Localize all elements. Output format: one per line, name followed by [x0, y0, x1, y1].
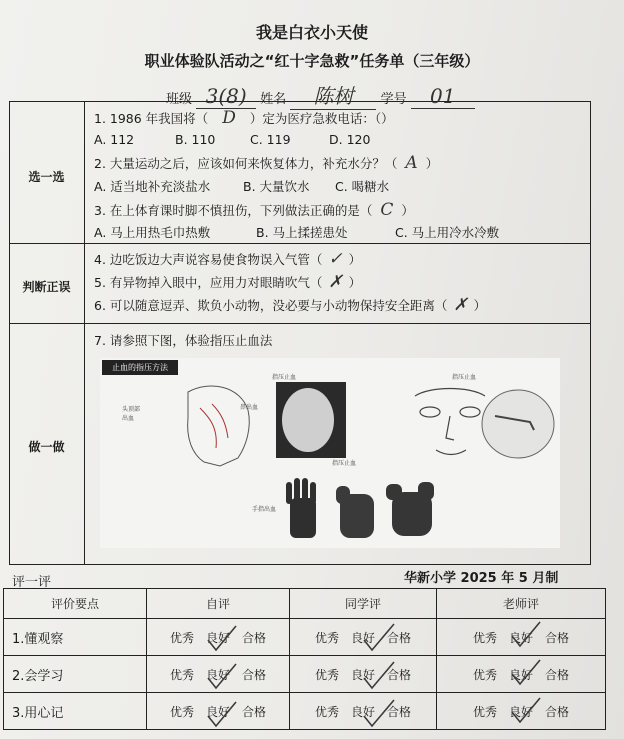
pressure-figure — [100, 358, 560, 548]
worksheet-title: 我是白衣小天使 — [255, 23, 368, 42]
number-value: 01 — [411, 84, 475, 109]
eval-header-item: 评价要点 — [4, 589, 147, 619]
name-value: 陈树 — [290, 80, 376, 110]
eval-header-teacher: 老师评 — [437, 589, 606, 619]
evaluate-heading: 评一评 — [12, 575, 52, 590]
hand-illustration — [286, 478, 316, 538]
question-4: 4. 边吃饭边大声说容易使食物误入气管（ ✓ ） — [94, 249, 362, 269]
face-front-illustration — [415, 389, 485, 455]
peer-grades: 优秀 良好 合格 — [290, 619, 437, 656]
eval-header-self: 自评 — [147, 589, 290, 619]
question-1: 1. 1986 年我国将（ D ）定为医疗急救电话：（） — [94, 108, 394, 128]
q1-option-d: D. 120 — [329, 132, 371, 147]
hand-illustration — [386, 482, 434, 536]
q3-option-b: B. 马上揉搓患处 — [256, 225, 348, 240]
answer-6: ✗ — [453, 295, 468, 315]
hand-illustration — [336, 486, 374, 538]
peer-grades: 优秀 良好 合格 — [290, 656, 437, 693]
row-divider — [9, 323, 591, 324]
question-5: 5. 有异物掉入眼中，应用力对眼睛吹气（ ✗ ） — [94, 272, 362, 292]
question-7: 7. 请参照下图，体验指压止血法 — [94, 333, 273, 348]
question-2: 2. 大量运动之后，应该如何来恢复体力，补充水分？（ A ） — [94, 153, 439, 173]
head-side-illustration — [188, 386, 250, 466]
q3-option-a: A. 马上用热毛巾热敷 — [94, 225, 211, 240]
figure-illustrations — [100, 358, 560, 548]
answer-3: C — [380, 200, 394, 220]
eval-header-peer: 同学评 — [290, 589, 437, 619]
teacher-grades: 优秀 良好 合格 — [437, 619, 606, 656]
press-label: 指压止血 — [452, 374, 477, 381]
answer-1: D — [222, 108, 236, 128]
section-do: 做一做 — [28, 440, 65, 454]
question-6: 6. 可以随意逗弄、欺负小动物，没必要与小动物保持安全距离（ ✗ ） — [94, 295, 487, 315]
peer-grades: 优秀 良好 合格 — [290, 693, 437, 730]
q2-option-b: B. 大量饮水 — [243, 179, 310, 194]
self-grades: 优秀 良好 合格 — [147, 619, 290, 656]
label-nose-bleeding: 鼻出血 — [240, 404, 259, 411]
q2-option-c: C. 喝糖水 — [335, 179, 390, 194]
press-label: 指压止血 — [272, 374, 297, 381]
number-label: 学号 — [380, 92, 407, 107]
table-divider — [84, 101, 85, 565]
answer-2: A — [405, 153, 418, 173]
self-grades: 优秀 良好 合格 — [147, 693, 290, 730]
eval-item: 1.懂观察 — [4, 619, 147, 656]
figure-banner: 止血的指压方法 — [102, 360, 178, 375]
eval-item: 3.用心记 — [4, 693, 147, 730]
press-label: 指压止血 — [332, 460, 357, 467]
teacher-grades: 优秀 良好 合格 — [437, 656, 606, 693]
press-nose-illustration — [482, 390, 554, 458]
name-label: 姓名 — [260, 92, 287, 107]
eval-item: 2.会学习 — [4, 656, 147, 693]
self-grades: 优秀 良好 合格 — [147, 656, 290, 693]
answer-5: ✗ — [328, 272, 343, 292]
label-finger-bleeding: 手指出血 — [252, 506, 277, 513]
label-head-bleeding: 头顶部出血 — [122, 406, 141, 422]
question-3: 3. 在上体育课时脚不慎扭伤，下列做法正确的是（ C ） — [94, 200, 414, 220]
answer-4: ✓ — [328, 249, 343, 269]
school-date: 华新小学 2025 年 5 月制 — [404, 571, 559, 586]
section-choose: 选一选 — [28, 170, 65, 184]
evaluation-table — [3, 588, 606, 730]
q1-option-b: B. 110 — [175, 132, 216, 147]
teacher-grades: 优秀 良好 合格 — [437, 693, 606, 730]
class-value: 3(8) — [196, 84, 256, 109]
face-photo-illustration — [282, 388, 334, 452]
q2-option-a: A. 适当地补充淡盐水 — [94, 179, 211, 194]
q1-option-a: A. 112 — [94, 132, 135, 147]
q1-option-c: C. 119 — [250, 132, 291, 147]
worksheet-subtitle: 职业体验队活动之“红十字急救”任务单（三年级） — [144, 52, 480, 70]
section-judge: 判断正误 — [22, 280, 71, 294]
q3-option-c: C. 马上用冷水冷敷 — [395, 225, 500, 240]
row-divider — [9, 243, 591, 244]
class-label: 班级 — [166, 92, 193, 107]
